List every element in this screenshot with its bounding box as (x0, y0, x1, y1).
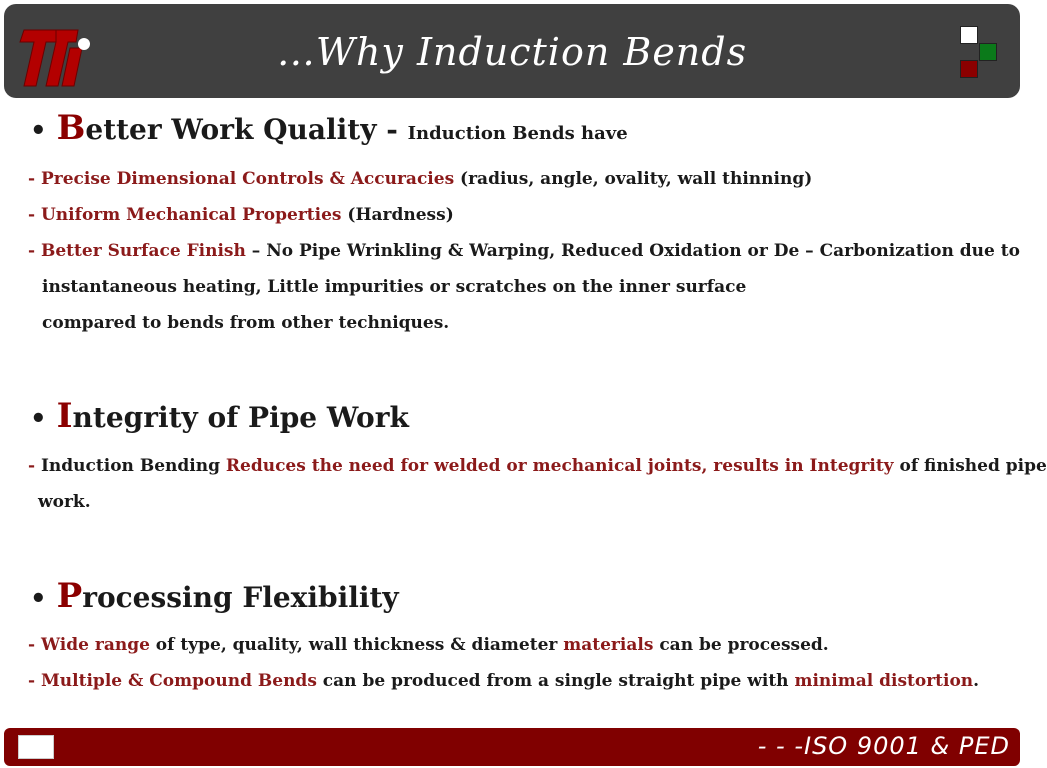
decorative-squares (960, 26, 998, 80)
page-title: …Why Induction Bends (276, 30, 748, 74)
footer-bar (4, 728, 1020, 766)
red-square-icon (960, 60, 978, 78)
header-bar (4, 4, 1020, 98)
bullet-dot-icon: • (30, 584, 47, 614)
quality-line-5: compared to bends from other techniques. (42, 313, 450, 333)
integrity-line-1: - Induction Bending Reduces the need for welded or mechanical joints, results in Integrity of finished pipe (28, 456, 1047, 476)
quality-line-4: instantaneous heating, Little impurities or scratches on the inner surface (42, 277, 747, 297)
bullet-dot-icon: • (30, 116, 47, 146)
footer-white-box-icon (18, 735, 54, 759)
bullet-processing-flexibility: • Processing Flexibility (30, 576, 399, 616)
quality-line-1: - Precise Dimensional Controls & Accuracies (radius, angle, ovality, wall thinning) (28, 169, 813, 189)
green-square-icon (979, 43, 997, 61)
integrity-line-2: work. (38, 492, 91, 512)
quality-line-3: - Better Surface Finish – No Pipe Wrinkling & Warping, Reduced Oxidation or De – Carbonization due to (28, 241, 1020, 261)
bullet-better-work-quality: • Better Work Quality - Induction Bends have (30, 108, 628, 148)
bullet-dot-icon: • (30, 404, 47, 434)
bullet-integrity-of-pipe-work: • Integrity of Pipe Work (30, 396, 409, 436)
flexibility-line-2: - Multiple & Compound Bends can be produced from a single straight pipe with minimal distortion. (28, 671, 980, 691)
quality-line-2: - Uniform Mechanical Properties (Hardness) (28, 205, 454, 225)
flexibility-line-1: - Wide range of type, quality, wall thickness & diameter materials can be processed. (28, 635, 829, 655)
white-square-icon (960, 26, 978, 44)
footer-certification-text: - - -ISO 9001 & PED (757, 732, 1010, 760)
